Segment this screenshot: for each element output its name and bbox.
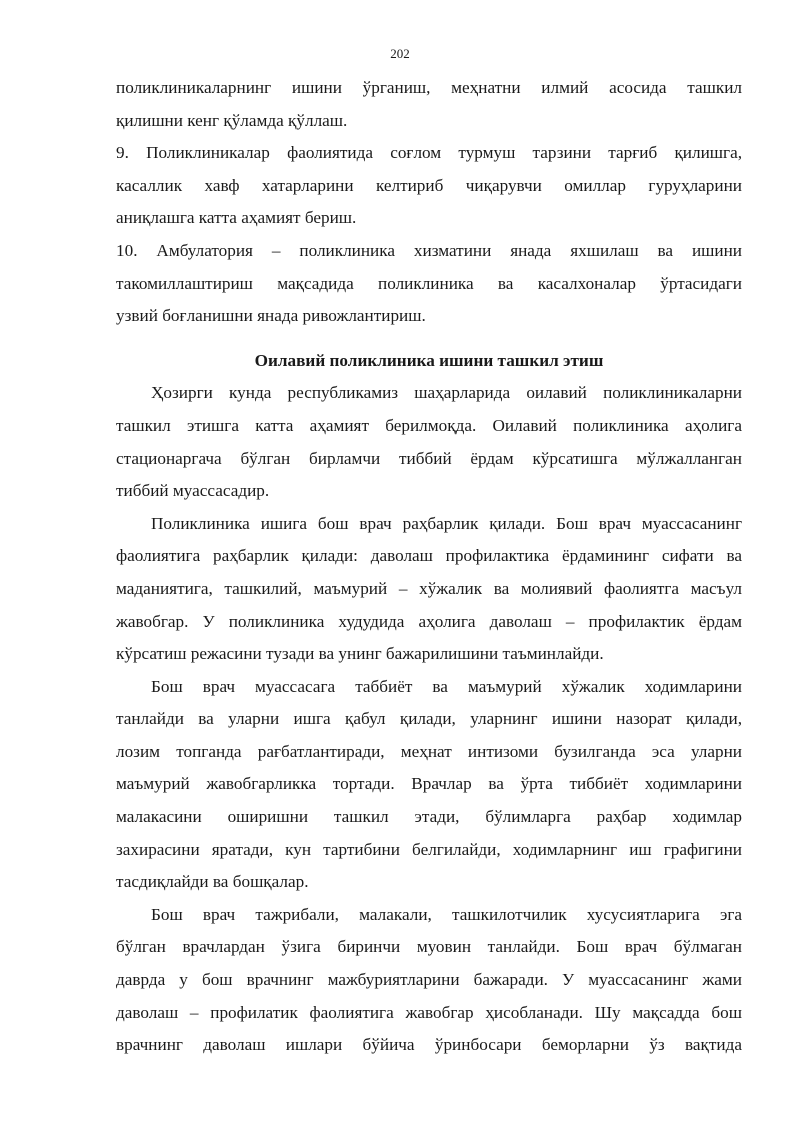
text-line: поликлиникаларнинг ишини ўрганиш, меҳнатни илмий асосида ташкил: [116, 78, 742, 97]
paragraph-1: [116, 377, 742, 507]
page-number: 202: [390, 46, 410, 61]
text-line: малакасини оширишни ташкил этади, бўлимларга раҳбар ходимлар: [116, 807, 742, 827]
paragraph-4: [116, 899, 742, 1062]
list-item-10: [116, 235, 742, 333]
text-line: касаллик хавф хатарларини келтириб чиқарувчи омиллар гуруҳларини: [116, 175, 742, 195]
text-line: қилишни кенг қўламда қўллаш.: [116, 110, 348, 130]
paragraph-2: [116, 508, 742, 671]
text-line: узвий боғланишни янада ривожлантириш.: [116, 306, 426, 326]
text-line: тиббий муассасадир.: [116, 481, 270, 501]
text-line: маъмурий жавобгарликка тортади. Врачлар ва ўрта тиббиёт ходимларини: [116, 774, 742, 794]
text-line: лозим топганда рағбатлантиради, меҳнат интизоми бузилганда эса уларни: [116, 741, 742, 761]
text-line: танлайди ва уларни ишга қабул қилади, уларнинг ишини назорат қилади,: [116, 709, 742, 729]
page-content: [116, 72, 742, 1062]
text-line: фаолиятига раҳбарлик қилади: даволаш профилактика ёрдамининг сифати ва: [116, 546, 742, 566]
text-line: Бош врач муассасага таббиёт ва маъмурий хўжалик ходимларини: [151, 676, 742, 696]
text-line: бўлган врачлардан ўзига биринчи муовин танлайди. Бош врач бўлмаган: [116, 937, 742, 957]
text-line: 10. Амбулатория – поликлиника хизматини янада яхшилаш ва ишини: [116, 240, 742, 260]
text-line: 9. Поликлиникалар фаолиятида соғлом турмуш тарзини тарғиб қилишга,: [116, 143, 742, 163]
text-line: ташкил этишга катта аҳамият берилмоқда. Оилавий поликлиника аҳолига: [116, 415, 742, 435]
section-title: Оилавий поликлиника ишини ташкил этиш: [254, 350, 604, 370]
text-line: захирасини яратади, кун тартибини белгилайди, ходимларнинг иш графигини: [116, 839, 742, 859]
intro-paragraph: [116, 72, 742, 137]
text-line: такомиллаштириш мақсадида поликлиника ва касалхоналар ўртасидаги: [116, 273, 742, 293]
paragraph-3: [116, 671, 742, 899]
text-line: маданиятига, ташкилий, маъмурий – хўжалик ва молиявий фаолиятга масъул: [116, 578, 742, 598]
list-item-9: [116, 137, 742, 235]
text-line: Поликлиника ишига бош врач раҳбарлик қилади. Бош врач муассасанинг: [151, 513, 742, 533]
text-line: аниқлашга катта аҳамият бериш.: [116, 208, 357, 228]
text-line: кўрсатиш режасини тузади ва унинг бажарилишини таъминлайди.: [116, 644, 604, 664]
text-line: Ҳозирги кунда республикамиз шаҳарларида оилавий поликлиникаларни: [151, 383, 742, 403]
text-line: тасдиқлайди ва бошқалар.: [116, 872, 309, 892]
text-line: даволаш – профилатик фаолиятига жавобгар ҳисобланади. Шу мақсадда бош: [116, 1002, 742, 1022]
text-line: даврда у бош врачнинг мажбуриятларини бажаради. У муассасанинг жами: [116, 970, 742, 990]
text-line: жавобгар. У поликлиника худудида аҳолига даволаш – профилактик ёрдам: [116, 611, 742, 631]
text-line: врачнинг даволаш ишлари бўйича ўринбосари беморларни ўз вақтида: [116, 1035, 742, 1055]
text-line: Бош врач тажрибали, малакали, ташкилотчилик хусусиятларига эга: [151, 904, 742, 924]
text-line: стационаргача бўлган бирламчи тиббий ёрдам кўрсатишга мўлжалланган: [116, 448, 742, 468]
